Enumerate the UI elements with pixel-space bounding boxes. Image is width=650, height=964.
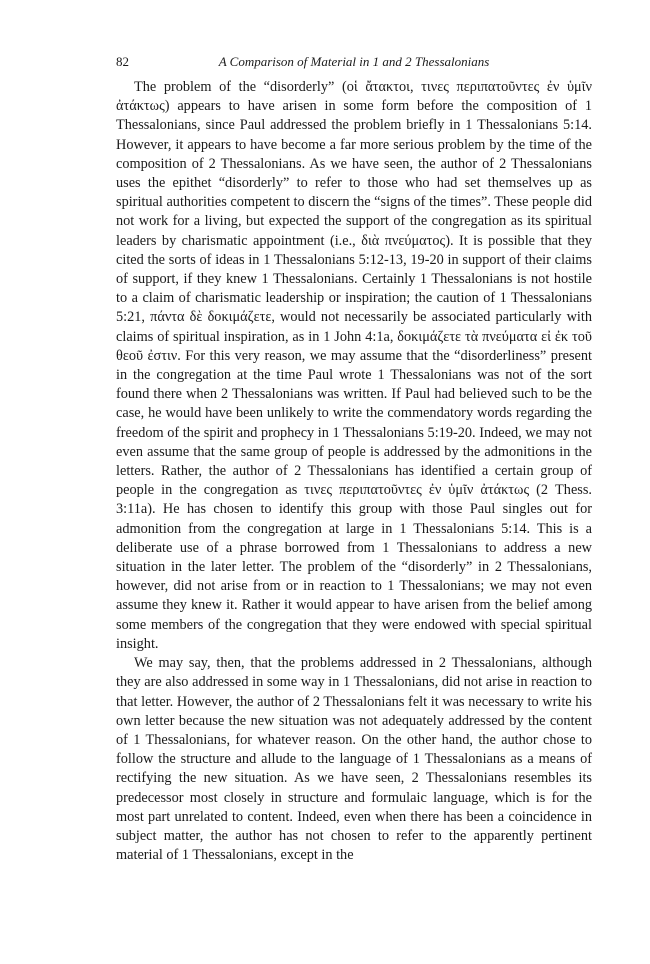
book-page (116, 52, 592, 865)
paragraph: The problem of the “disorderly” (οἱ ἄτακτοι, τινες περιπατοῦντες ἐν ὑμῖν ἀτάκτως) appears to have arisen in some form before the composition of 1 Thessalonians, since Paul addressed the problem briefly in 1 Thessalonians 5:14. However, it appears to have become a far more serious problem by the time of the composition of 2 Thessalonians. As we have seen, the author of 2 Thessalonians uses the epithet “disorderly” to refer to those who had set themselves up as spiritual authorities competent to discern the “signs of the times”. These people did not work for a living, but expected the support of the congregation as its spiritual leaders by charismatic appointment (i.e., διὰ πνεύματος). It is possible that they cited the sorts of ideas in 1 Thessalonians 5:12-13, 19-20 in support of their claims of support, if they knew 1 Thessalonians. Certainly 1 Thessalonians is not hostile to a claim of charismatic leadership or inspiration; the caution of 1 Thessalonians 5:21, πάντα δὲ δοκιμάζετε, would not necessarily be associated particularly with claims of spiritual inspiration, as in 1 John 4:1a, δοκιμάζετε τὰ πνεύματα εἰ ἐκ τοῦ θεοῦ ἐστιν. For this very reason, we may assume that the “disorderliness” present in the congregation at the time Paul wrote 1 Thessalonians was not of the sort found there when 2 Thessalonians was written. If Paul had believed such to be the case, he would have been unlikely to write the commendatory words regarding the freedom of the spirit and prophecy in 1 Thessalonians 5:19-20. Indeed, we may not even assume that the same group of people is addressed by the admonitions in the letters. Rather, the author of 2 Thessalonians has identified a certain group of people in the congregation as τινες περιπατοῦντες ἐν ὑμῖν ἀτάκτως (2 Thess. 3:11a). He has chosen to identify this group with those Paul singles out for admonition from the congregation at large in 1 Thessalonians 5:14. This is a deliberate use of a phrase borrowed from 1 Thessalonians to address a new situation in the later letter. The problem of the “disorderly” in 2 Thessalonians, however, did not arise from or in reaction to 1 Thessalonians; we may not even assume they knew it. Rather it would appear to have arisen from the belief among some members of the congregation that they were endowed with special spiritual insight. (116, 79, 592, 652)
paragraph: We may say, then, that the problems addressed in 2 Thessalonians, although they are also addressed in some way in 1 Thessalonians, did not arise in reaction to that letter. However, the author of 2 Thessalonians felt it was necessary to write his own letter because the new situation was not adequately addressed by the content of 1 Thessalonians, for whatever reason. On the other hand, the author chose to follow the structure and allude to the language of 1 Thessalonians as a means of rectifying the new situation. As we have seen, 2 Thessalonians resembles its predecessor most closely in structure and formulaic language, which is for the most part unrelated to content. Indeed, even when there has been a coincidence in subject matter, the author has not chosen to refer to the apparently pertinent material of 1 Thessalonians, except in the (116, 655, 592, 864)
page-number: 82 (116, 54, 129, 69)
body-text (116, 78, 592, 865)
running-head (116, 52, 592, 72)
running-title: A Comparison of Material in 1 and 2 Thessalonians (218, 54, 490, 69)
